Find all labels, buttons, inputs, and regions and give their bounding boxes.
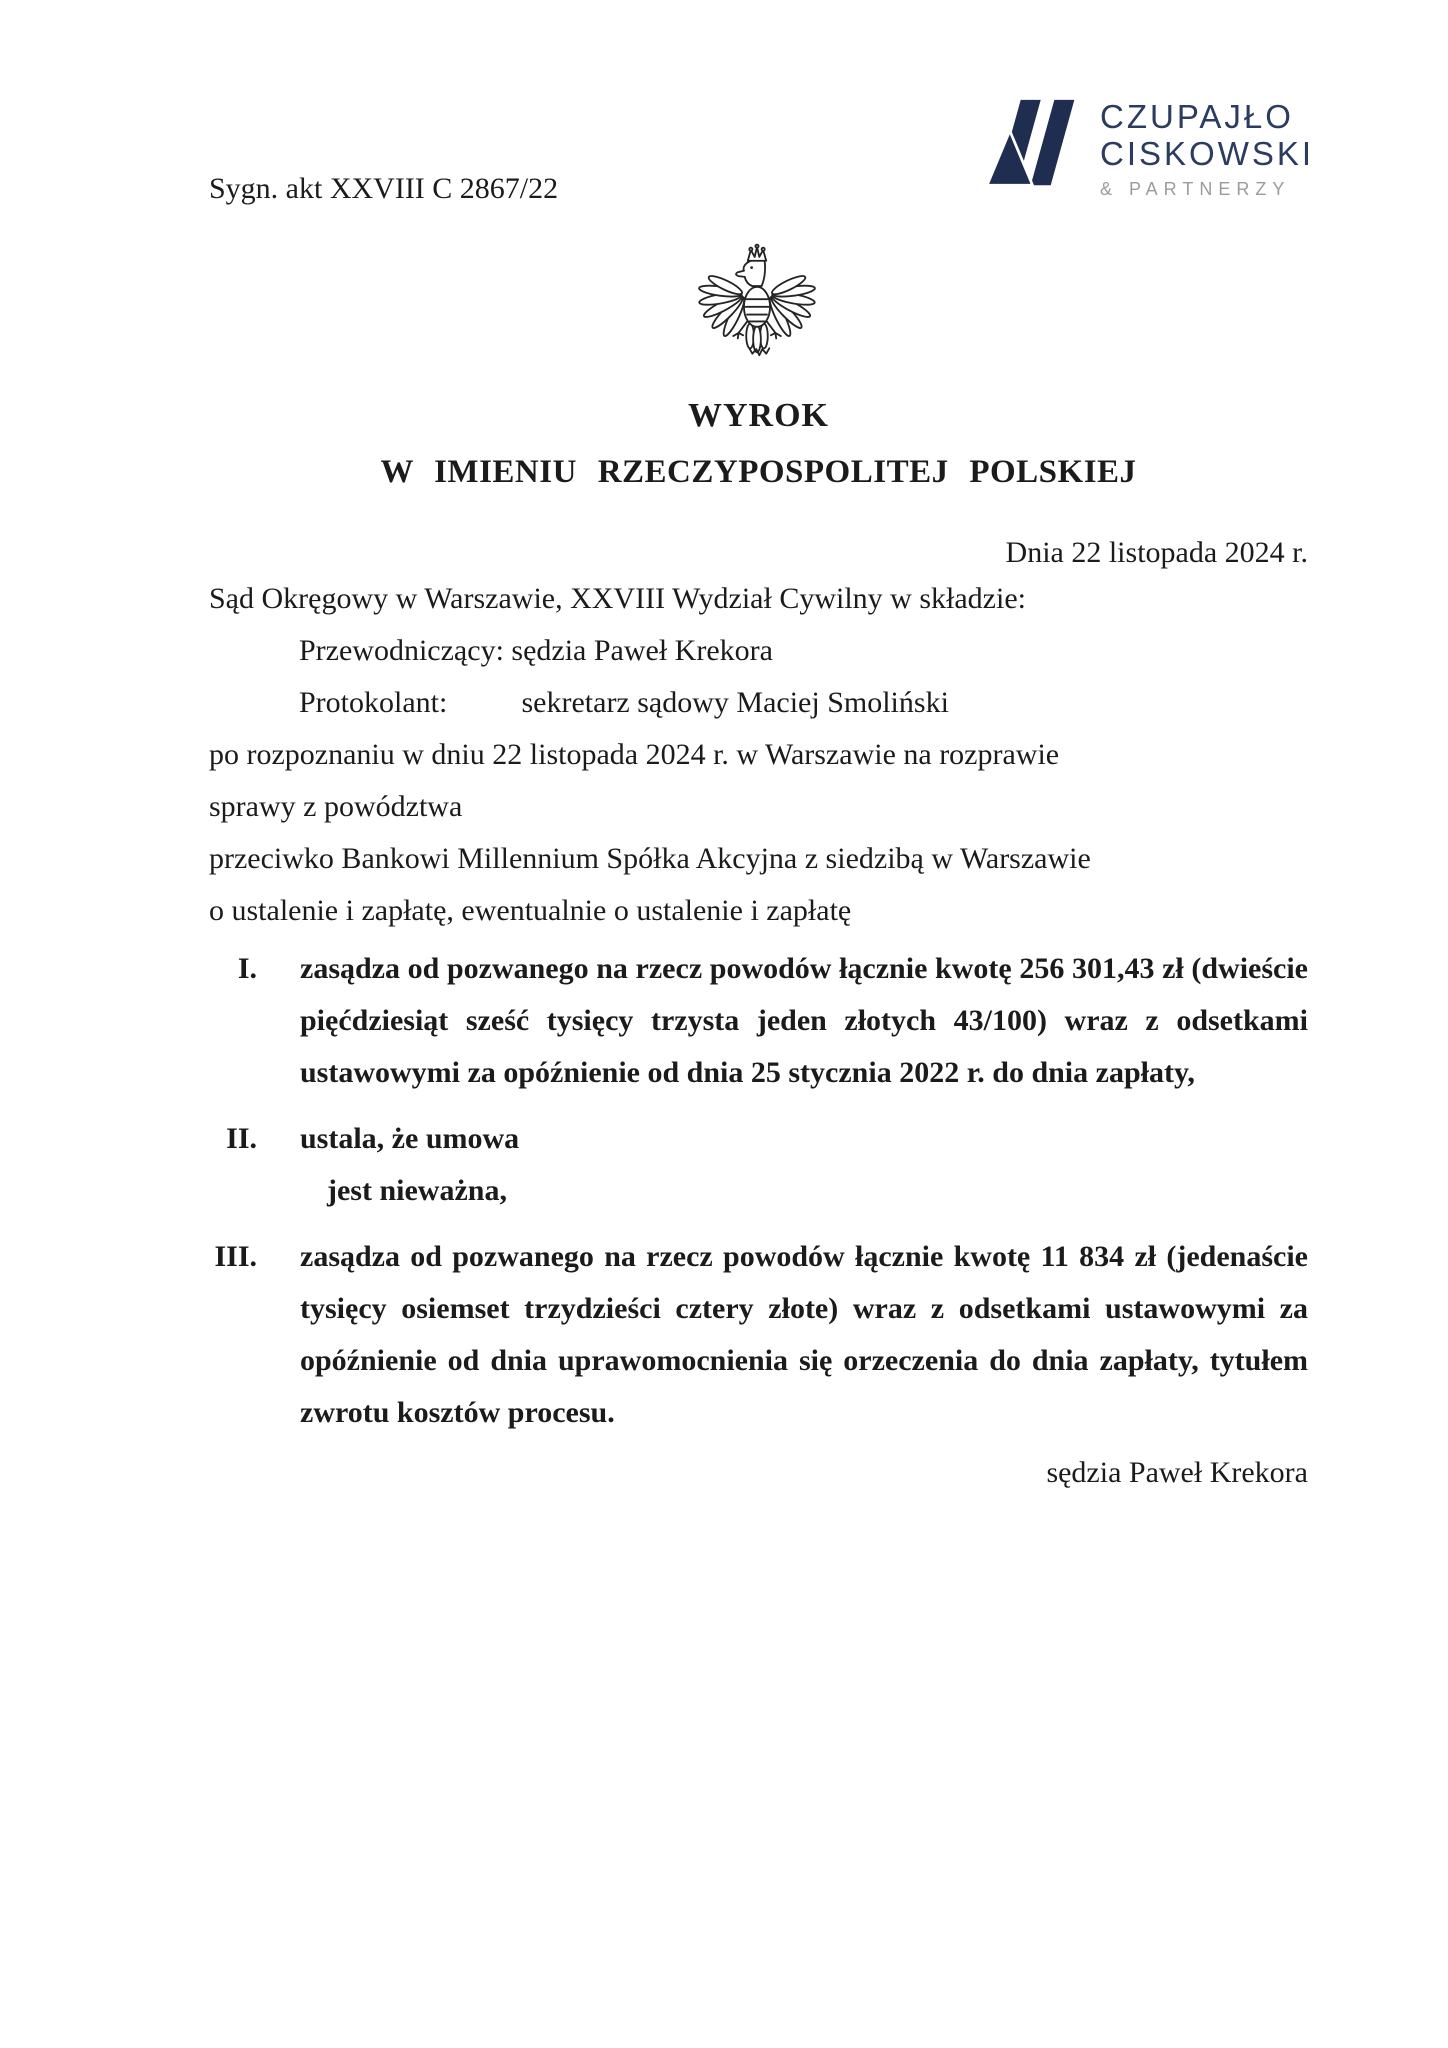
rulings-list xyxy=(209,943,1308,1439)
law-firm-name-line3: & PARTNERZY xyxy=(1100,179,1291,199)
law-firm-logo-icon xyxy=(978,98,1078,194)
ruling-line: jest nieważna, xyxy=(327,1174,507,1207)
polish-eagle-emblem-icon xyxy=(694,232,820,374)
judgment-body xyxy=(209,395,1308,1493)
judgment-subtitle: W IMIENIU RZECZYPOSPOLITEJ POLSKIEJ xyxy=(380,454,1137,490)
ruling-item-3 xyxy=(209,1231,1308,1439)
ruling-number: II. xyxy=(226,1122,257,1155)
defendant-line: przeciwko Bankowi Millennium Spółka Akcyjna z siedzibą w Warszawie xyxy=(209,842,1091,875)
ruling-text: zasądza od pozwanego na rzecz powodów łącznie kwotę 256 301,43 zł (dwieście pięćdziesiąt sześć tysięcy trzysta jeden złotych 43/100) wraz z odsetkami ustawowymi za opóźnienie od dnia 25 stycznia 2022 r. do dnia zapłaty, xyxy=(300,952,1308,1089)
subject-line: o ustalenie i zapłatę, ewentualnie o ustalenie i zapłatę xyxy=(209,894,852,927)
judgment-date: Dnia 22 listopada 2024 r. xyxy=(1005,536,1308,569)
ruling-text xyxy=(300,1113,1308,1217)
clerk-value: sekretarz sądowy Maciej Smoliński xyxy=(521,686,949,719)
court-composition-line: Sąd Okręgowy w Warszawie, XXVIII Wydział Cywilny w składzie: xyxy=(209,582,1026,615)
ruling-number: I. xyxy=(237,952,257,985)
law-firm-name-line1: CZUPAJŁO xyxy=(1100,98,1294,135)
presiding-label: Przewodniczący: xyxy=(299,634,504,667)
clerk-label: Protokolant: xyxy=(299,686,448,719)
presiding-judge-line xyxy=(209,625,1308,677)
ruling-number: III. xyxy=(214,1240,257,1273)
ruling-item-2 xyxy=(209,1113,1308,1217)
law-firm-logo xyxy=(978,98,1314,199)
ruling-text: zasądza od pozwanego na rzecz powodów łącznie kwotę 11 834 zł (jedenaście tysięcy osiemset trzydzieści cztery złote) wraz z odsetkami ustawowymi za opóźnienie od dnia uprawomocnienia się orzeczenia do dnia zapłaty, tytułem zwrotu kosztów procesu. xyxy=(300,1240,1308,1429)
ruling-line: ustala, że umowa xyxy=(300,1122,520,1155)
law-firm-name-line2: CISKOWSKI xyxy=(1100,135,1315,172)
judge-signature: sędzia Paweł Krekora xyxy=(1046,1456,1308,1489)
ruling-item-1 xyxy=(209,943,1308,1099)
hearing-line: po rozpoznaniu w dniu 22 listopada 2024 r. w Warszawie na rozprawie xyxy=(209,738,1060,771)
clerk-line xyxy=(209,677,1308,729)
case-number: Sygn. akt XXVIII C 2867/22 xyxy=(209,172,559,205)
claim-line: sprawy z powództwa xyxy=(209,790,463,823)
presiding-value: sędzia Paweł Krekora xyxy=(511,634,773,667)
law-firm-name xyxy=(1100,98,1314,199)
judgment-title: WYROK xyxy=(688,397,829,434)
